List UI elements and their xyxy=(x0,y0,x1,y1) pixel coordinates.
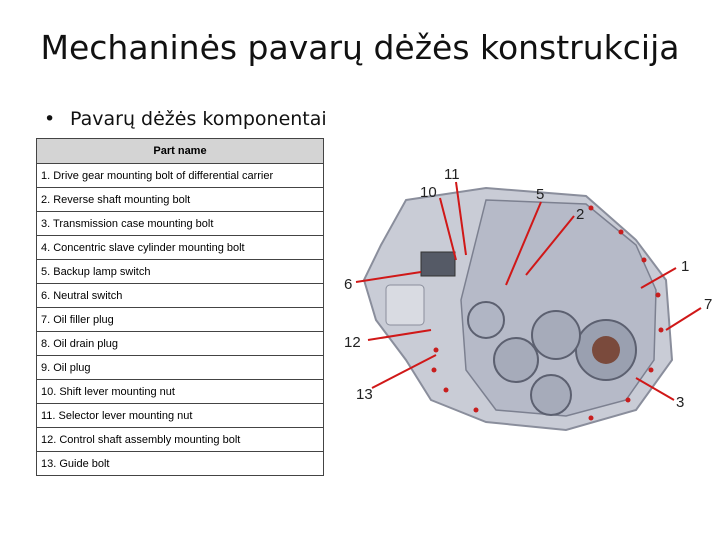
callout-11: 11 xyxy=(444,166,460,183)
callout-3: 3 xyxy=(676,394,685,411)
callout-10: 10 xyxy=(420,184,437,201)
table-row: 5. Backup lamp switch xyxy=(37,260,324,284)
table-row: 3. Transmission case mounting bolt xyxy=(37,212,324,236)
table-row: 8. Oil drain plug xyxy=(37,332,324,356)
table-row: 4. Concentric slave cylinder mounting bolt xyxy=(37,236,324,260)
table-row: 1. Drive gear mounting bolt of differential carrier xyxy=(37,164,324,188)
table-row: 11. Selector lever mounting nut xyxy=(37,404,324,428)
table-row: 6. Neutral switch xyxy=(37,284,324,308)
bullet-icon: • xyxy=(44,108,56,130)
callout-6: 6 xyxy=(344,276,353,293)
callout-1: 1 xyxy=(681,258,690,275)
callout-13: 13 xyxy=(356,386,373,403)
shift-lever-shape xyxy=(421,252,455,276)
gear-shape xyxy=(468,302,504,338)
table-header: Part name xyxy=(37,139,324,164)
parts-table xyxy=(36,138,324,476)
table-row: 9. Oil plug xyxy=(37,356,324,380)
callout-7: 7 xyxy=(704,296,713,313)
slide-title: Mechaninės pavarų dėžės konstrukcija xyxy=(40,28,680,67)
cable-bracket-shape xyxy=(386,285,424,325)
bullet-text: Pavarų dėžės komponentai xyxy=(70,108,327,130)
gear-shape xyxy=(532,311,580,359)
transmission-illustration xyxy=(336,160,720,460)
table-row: 12. Control shaft assembly mounting bolt xyxy=(37,428,324,452)
bullet-row xyxy=(44,108,327,130)
callout-12: 12 xyxy=(344,334,361,351)
callout-2: 2 xyxy=(576,206,585,223)
transmission-figure xyxy=(336,160,720,460)
gear-shape xyxy=(494,338,538,382)
table-row: 7. Oil filler plug xyxy=(37,308,324,332)
table-row: 10. Shift lever mounting nut xyxy=(37,380,324,404)
table-row: 2. Reverse shaft mounting bolt xyxy=(37,188,324,212)
gear-shape xyxy=(531,375,571,415)
callout-5: 5 xyxy=(536,186,545,203)
table-row: 13. Guide bolt xyxy=(37,452,324,476)
gear-shape xyxy=(592,336,620,364)
